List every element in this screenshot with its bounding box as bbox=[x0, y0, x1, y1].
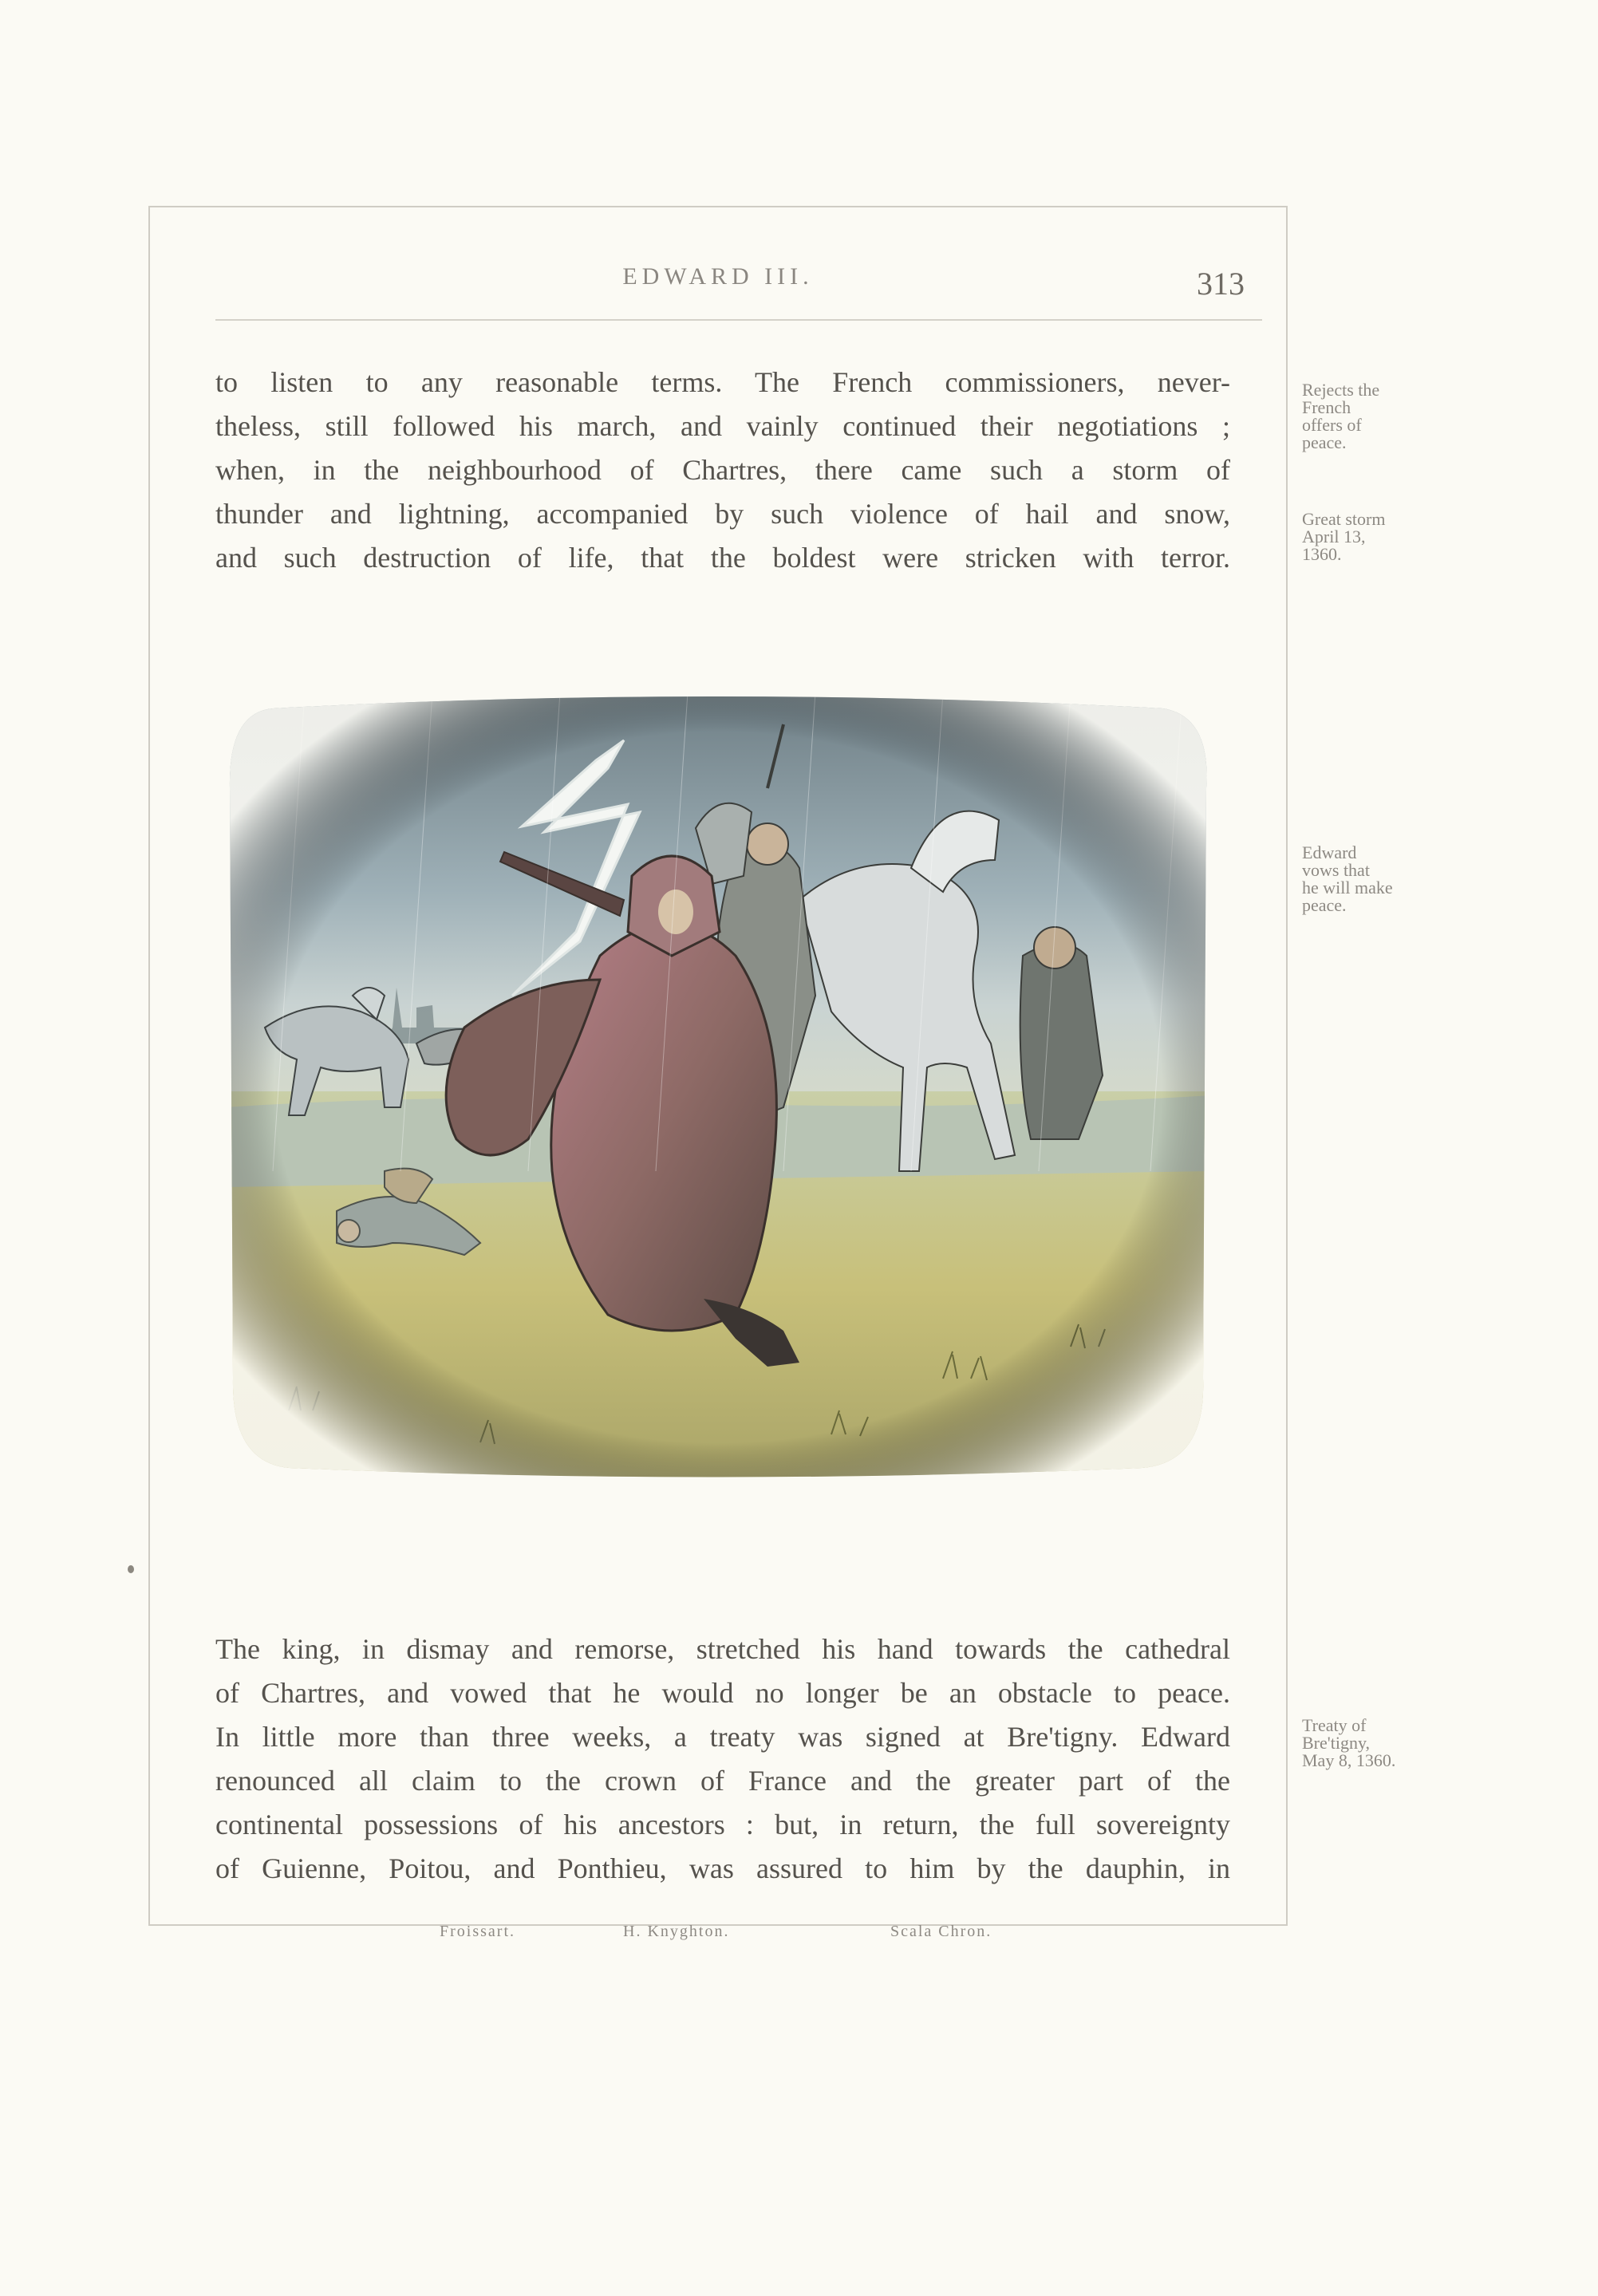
footer-reference: Froissart. bbox=[440, 1923, 515, 1940]
margin-note-line: Rejects the bbox=[1302, 380, 1380, 400]
running-title: EDWARD III. bbox=[622, 263, 814, 290]
footer-reference: H. Knyghton. bbox=[623, 1923, 730, 1940]
text-line: renounced all claim to the crown of France and the greater part of the bbox=[215, 1765, 1230, 1797]
margin-note-line: 1360. bbox=[1302, 544, 1342, 564]
text-line: when, in the neighbourhood of Chartres, there came such a storm of bbox=[215, 454, 1230, 486]
margin-note-edward-vows bbox=[1302, 844, 1454, 914]
storm-illustration bbox=[225, 692, 1211, 1482]
text-line: The king, in dismay and remorse, stretched his hand towards the cathedral bbox=[215, 1633, 1230, 1665]
text-line: continental possessions of his ancestors : but, in return, the full sovereignty bbox=[215, 1809, 1230, 1840]
page-number: 313 bbox=[1197, 266, 1245, 302]
text-line: of Guienne, Poitou, and Ponthieu, was assured to him by the dauphin, in bbox=[215, 1852, 1230, 1884]
body-text-bottom bbox=[215, 1627, 1230, 1891]
header-rule bbox=[215, 319, 1262, 321]
body-text-top bbox=[215, 361, 1230, 580]
margin-note-line: peace. bbox=[1302, 895, 1347, 915]
margin-note-line: he will make bbox=[1302, 878, 1393, 897]
margin-note-line: May 8, 1360. bbox=[1302, 1750, 1396, 1770]
ink-speck bbox=[128, 1565, 134, 1573]
text-line: In little more than three weeks, a treaty was signed at Bre'tigny. Edward bbox=[215, 1721, 1230, 1753]
margin-note-line: Edward bbox=[1302, 842, 1357, 862]
text-line: to listen to any reasonable terms. The French commissioners, never- bbox=[215, 366, 1230, 398]
margin-note-line: April 13, bbox=[1302, 527, 1366, 546]
margin-note-line: French bbox=[1302, 397, 1351, 417]
footer-references bbox=[148, 1923, 1288, 1947]
footer-reference: Scala Chron. bbox=[890, 1923, 992, 1940]
margin-note-line: vows that bbox=[1302, 860, 1370, 880]
margin-note-line: offers of bbox=[1302, 415, 1362, 435]
margin-note-line: Great storm bbox=[1302, 509, 1386, 529]
text-line: and such destruction of life, that the boldest were stricken with terror. bbox=[215, 542, 1230, 574]
margin-note-line: peace. bbox=[1302, 432, 1347, 452]
text-line: theless, still followed his march, and vainly continued their negotiations ; bbox=[215, 410, 1230, 442]
margin-note-treaty bbox=[1302, 1717, 1454, 1769]
margin-note-rejects-offers bbox=[1302, 381, 1454, 452]
margin-note-line: Treaty of bbox=[1302, 1715, 1367, 1735]
vignette bbox=[225, 692, 1211, 1482]
text-line: of Chartres, and vowed that he would no longer be an obstacle to peace. bbox=[215, 1677, 1230, 1709]
margin-note-great-storm bbox=[1302, 511, 1454, 563]
text-line: thunder and lightning, accompanied by such violence of hail and snow, bbox=[215, 498, 1230, 530]
margin-note-line: Bre'tigny, bbox=[1302, 1733, 1371, 1753]
